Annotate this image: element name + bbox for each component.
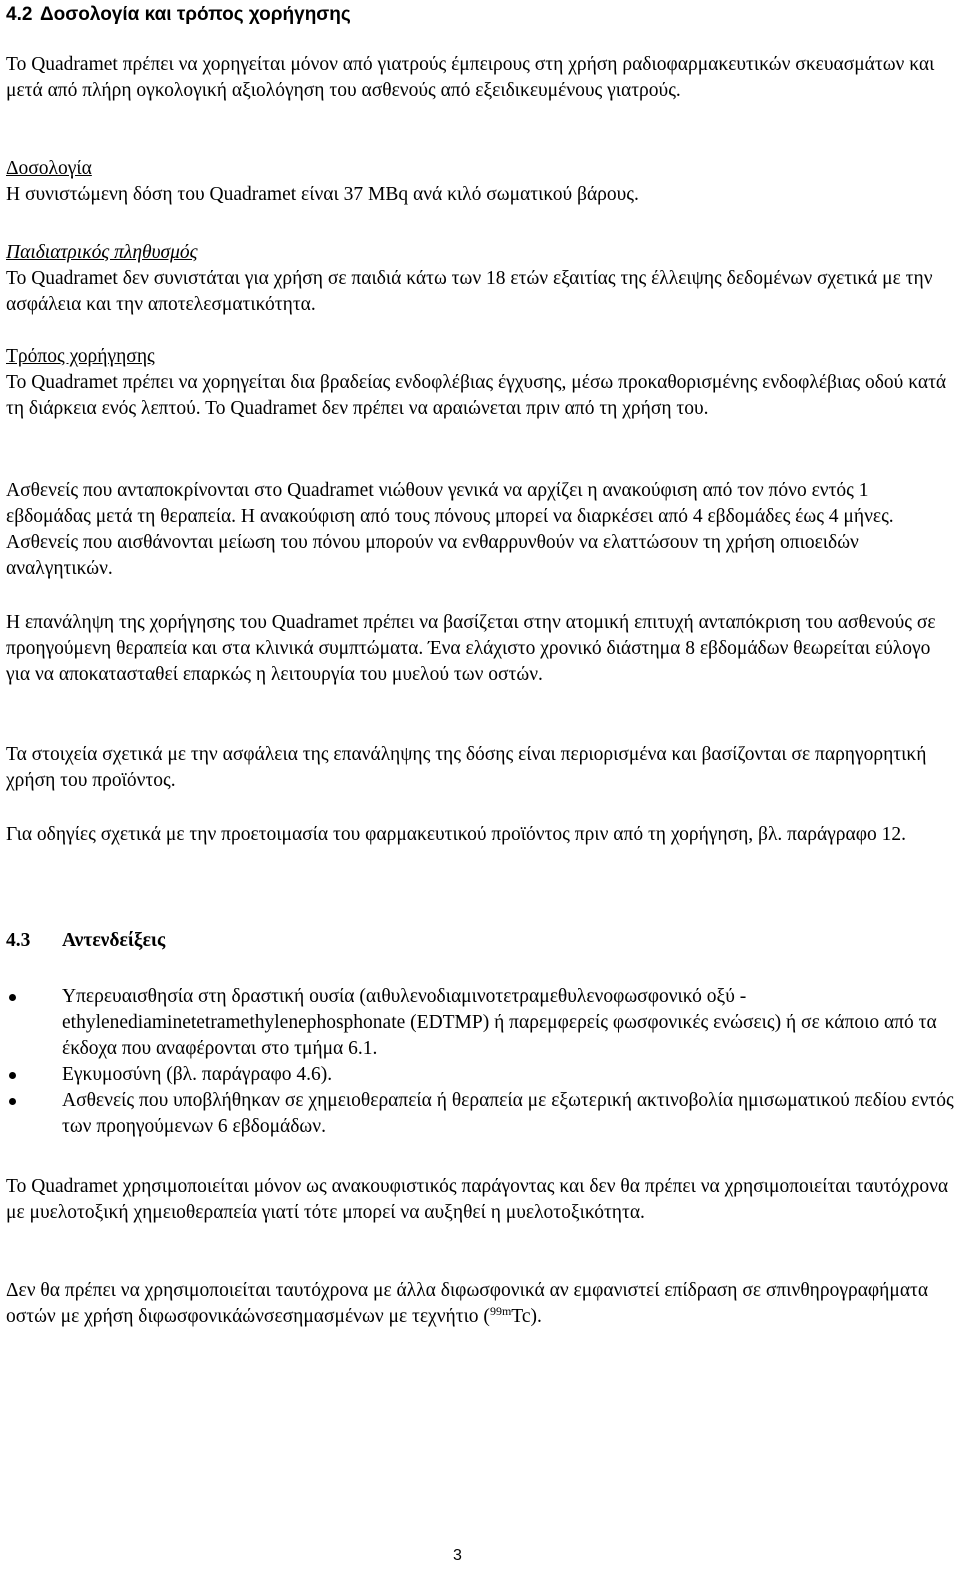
- bullet-icon: [9, 1072, 16, 1079]
- contraindications-list: [6, 984, 954, 1140]
- intro-paragraph: Το Quadramet πρέπει να χορηγείται μόνον από γιατρούς έμπειρους στη χρήση ραδιοφαρμακευτικών σκευασμάτων και μετά από πλήρη ογκολογική αξιολόγηση του ασθενούς από εξειδικευμένους γιατρούς.: [6, 54, 935, 101]
- dosage-block: [6, 156, 954, 208]
- dosage-text: Η συνιστώμενη δόση του Quadramet είναι 37 MBq ανά κιλό σωματικού βάρους.: [6, 184, 639, 205]
- section-number: 4.3: [6, 930, 31, 951]
- list-item-text: Υπερευαισθησία στη δραστική ουσία (αιθυλενοδιαμινοτετραμεθυλενοφωσφονικό οξύ - ethylenediaminetetramethylenephosphonate (EDTMP) ή παρεμφερείς φωσφονικές ενώσεις) ή σε κάποιο από τα έκδοχα που αναφέρονται στο τμήμα 6.1.: [62, 986, 937, 1059]
- page-number: 3: [453, 1547, 462, 1564]
- bullet-icon: [9, 994, 16, 1001]
- list-item: [6, 1062, 954, 1088]
- section-number: 4.2: [6, 4, 33, 25]
- list-item: [6, 984, 954, 1062]
- paediatric-text: Το Quadramet δεν συνιστάται για χρήση σε παιδιά κάτω των 18 ετών εξαιτίας της έλλειψης δεδομένων σχετικά με την ασφάλεια και την αποτελεσματικότητα.: [6, 268, 933, 315]
- response-paragraph: Ασθενείς που ανταποκρίνονται στο Quadramet νιώθουν γενικά να αρχίζει η ανακούφιση από τον πόνο εντός 1 εβδομάδας μετά τη θεραπεία. Η ανακούφιση από τους πόνους μπορεί να διαρκέσει από 4 εβδομάδες έως 4 μήνες. Ασθενείς που αισθάνονται μείωση του πόνου μπορούν να ενθαρρυνθούν να ελαττώσουν τη χρήση οπιοειδών αναλγητικών.: [6, 480, 894, 579]
- administration-subheading: Τρόπος χορήγησης: [6, 346, 155, 367]
- section-4-2-heading: [6, 2, 351, 28]
- section-title: Δοσολογία και τρόπος χορήγησης: [40, 4, 351, 25]
- list-item-text: Εγκυμοσύνη (βλ. παράγραφο 4.6).: [62, 1064, 333, 1085]
- preparation-paragraph: Για οδηγίες σχετικά με την προετοιμασία του φαρμακευτικού προϊόντος πριν από τη χορήγηση, βλ. παράγραφο 12.: [6, 824, 906, 845]
- isotope-superscript: 99m: [489, 1304, 512, 1318]
- paediatric-subheading: Παιδιατρικός πληθυσμός: [6, 242, 198, 263]
- list-item: [6, 1088, 954, 1140]
- paediatric-block: [6, 240, 954, 318]
- bullet-icon: [9, 1098, 16, 1105]
- section-title: Αντενδείξεις: [62, 930, 166, 951]
- myelotoxic-paragraph: Το Quadramet χρησιμοποιείται μόνον ως ανακουφιστικός παράγοντας και δεν θα πρέπει να χρησιμοποιείται ταυτόχρονα με μυελοτοξική χημειοθεραπεία γιατί τότε μπορεί να αυξηθεί η μυελοτοξικότητα.: [6, 1176, 949, 1223]
- administration-text: Το Quadramet πρέπει να χορηγείται δια βραδείας ενδοφλέβιας έγχυσης, μέσω προκαθορισμένης ενδοφλέβιας οδού κατά τη διάρκεια ενός λεπτού. Το Quadramet δεν πρέπει να αραιώνεται πριν από τη χρήση του.: [6, 372, 947, 419]
- dosage-subheading: Δοσολογία: [6, 158, 92, 179]
- isotope-symbol: Tc).: [511, 1306, 542, 1327]
- administration-block: [6, 344, 954, 422]
- list-item-text: Ασθενείς που υποβλήθηκαν σε χημειοθεραπεία ή θεραπεία με εξωτερική ακτινοβολία ημισωματικού πεδίου εντός των προηγούμενων 6 εβδομάδων.: [62, 1090, 954, 1137]
- section-4-3-heading: [6, 928, 165, 954]
- diphosphonate-text: Δεν θα πρέπει να χρησιμοποιείται ταυτόχρονα με άλλα διφωσφονικά αν εμφανιστεί επίδραση σε σπινθηρογραφήματα οστών με χρήση διφωσφονικάώνσεσημασμένων με τεχνήτιο (: [6, 1280, 929, 1327]
- safety-paragraph: Τα στοιχεία σχετικά με την ασφάλεια της επανάληψης της δόσης είναι περιορισμένα και βασίζονται σε παρηγορητική χρήση του προϊόντος.: [6, 744, 927, 791]
- repeat-dosing-paragraph: Η επανάληψη της χορήγησης του Quadramet πρέπει να βασίζεται στην ατομική επιτυχή ανταπόκριση του ασθενούς σε προηγούμενη θεραπεία και στα κλινικά συμπτώματα. Ένα ελάχιστο χρονικό διάστημα 8 εβδομάδων θεωρείται εύλογο για να αποκατασταθεί επαρκώς η λειτουργία του μυελού των οστών.: [6, 612, 936, 685]
- diphosphonate-paragraph: [6, 1278, 954, 1330]
